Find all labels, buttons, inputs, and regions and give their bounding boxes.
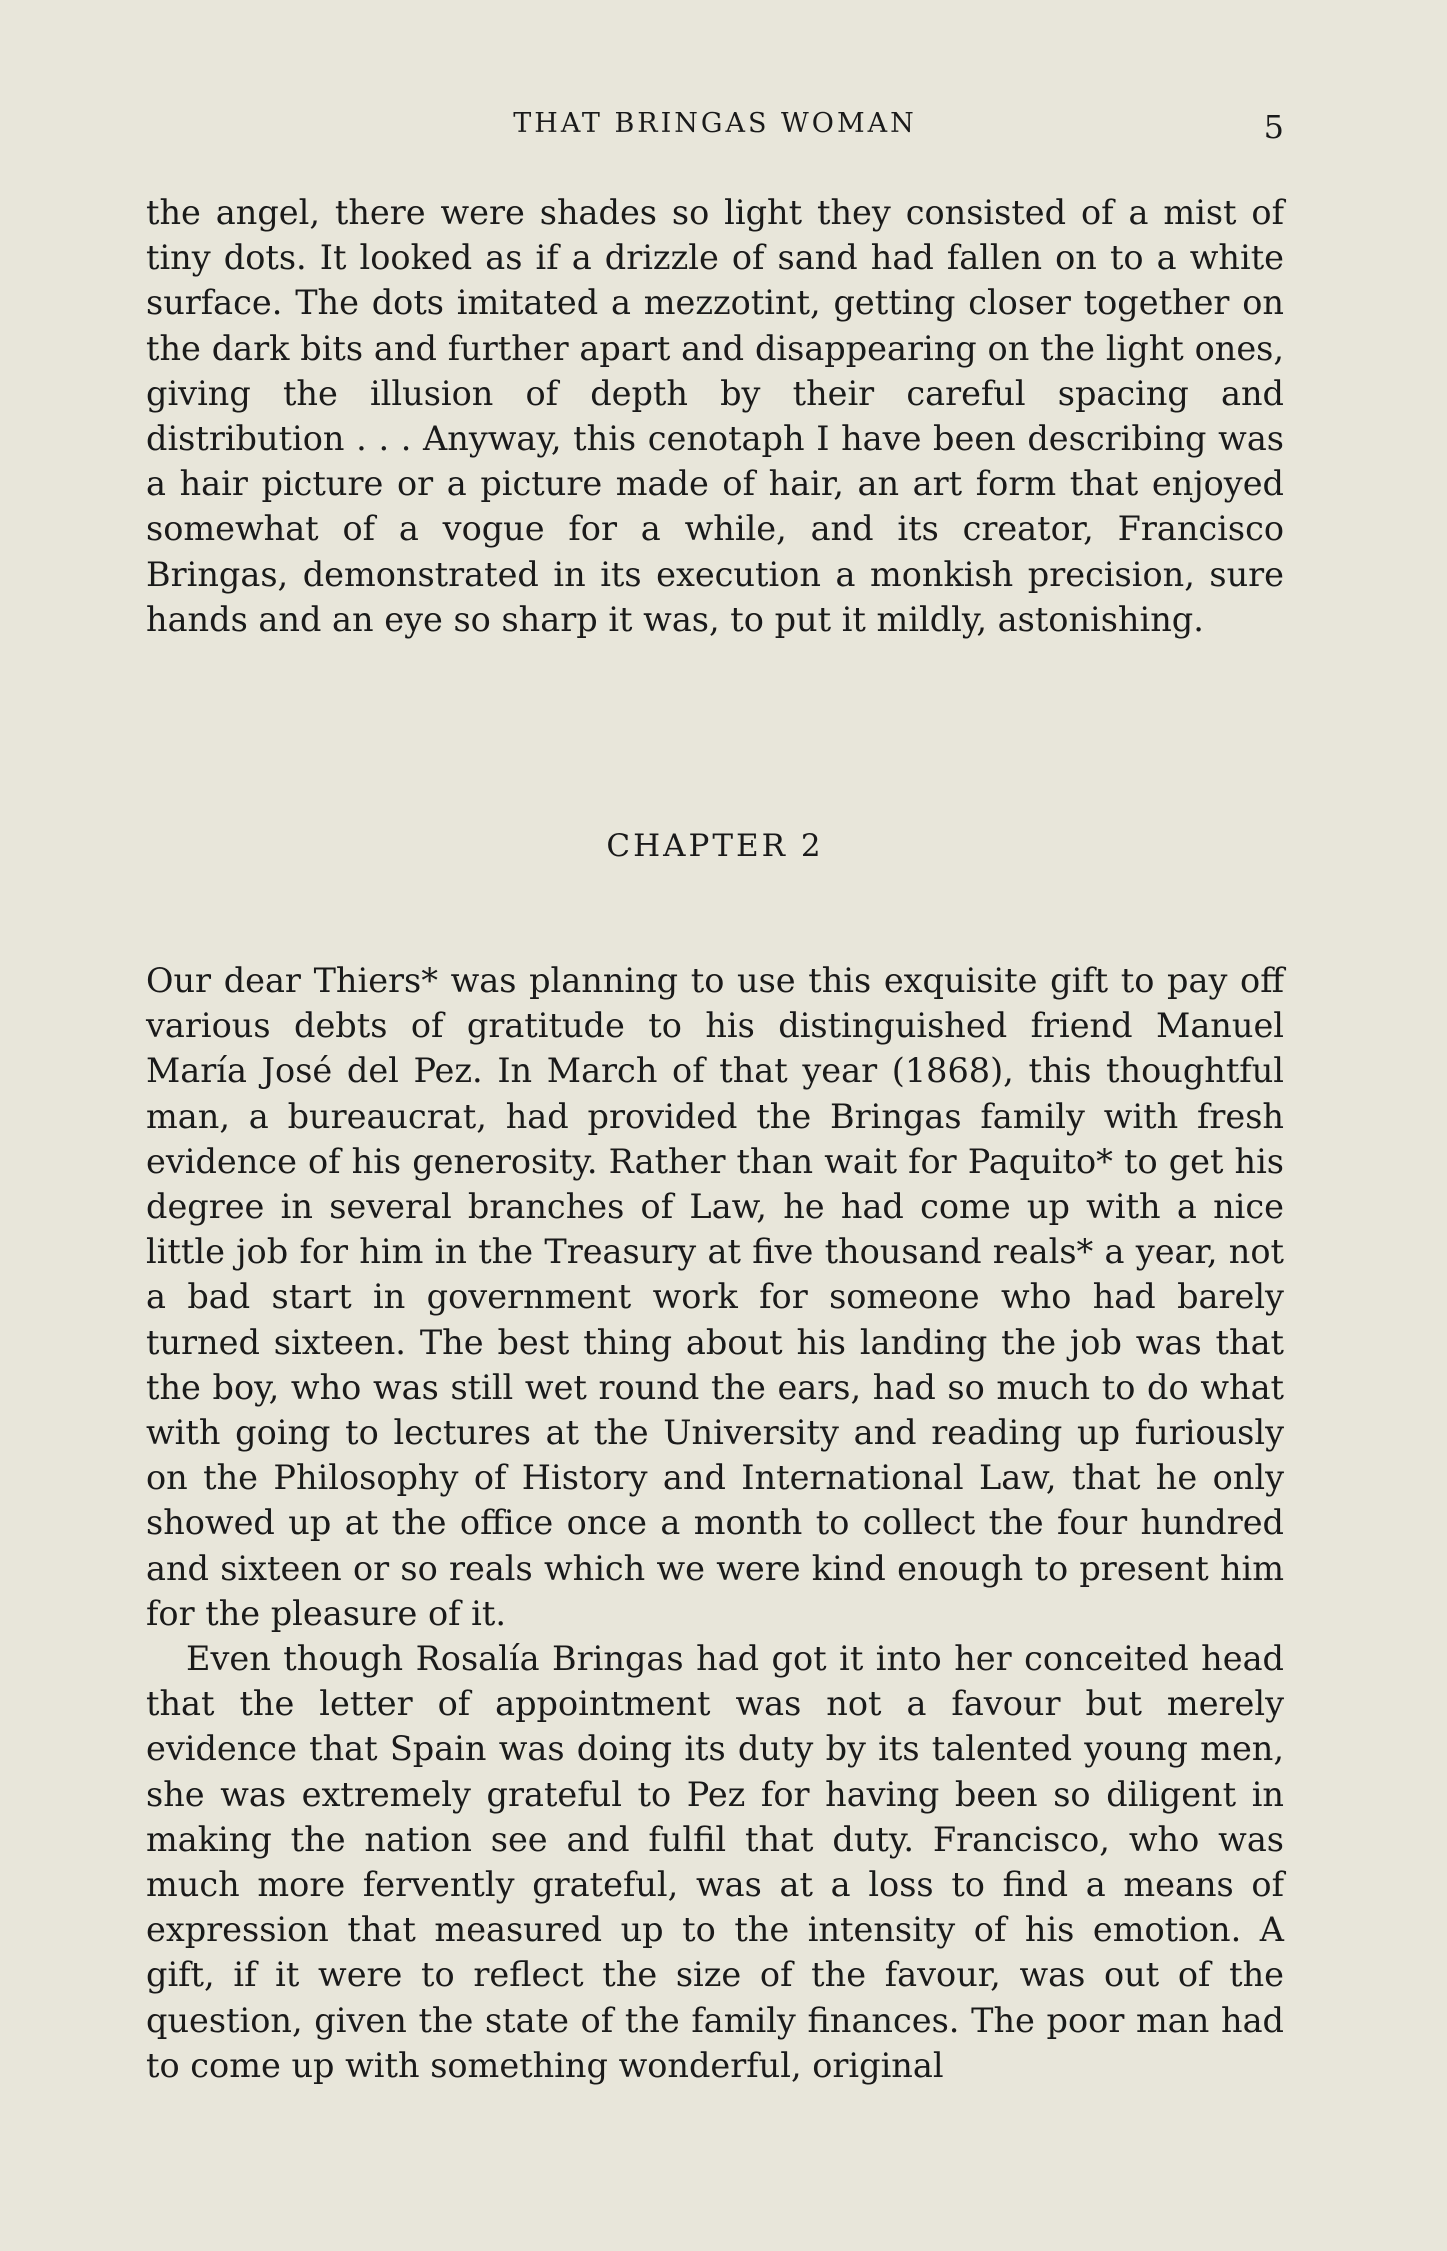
page-number: 5 [1263,108,1284,146]
continued-paragraph-block [146,190,1284,642]
chapter-body [146,958,1284,2088]
running-head [146,108,1284,148]
running-title: THAT BRINGAS WOMAN [513,108,917,139]
chapter-paragraph-1: Our dear Thiers* was planning to use this exquisite gift to pay off various debts of gratitude to his distinguished friend Manuel María José del Pez. In March of that year (1868), this thoughtful man, a bureaucrat, had provided the Bringas family with fresh evidence of his generosity. Rather than wait for Paquito* to get his degree in several branches of Law, he had come up with a nice little job for him in the Treasury at five thousand reals* a year, not a bad start in government work for someone who had barely turned sixteen. The best thing about his landing the job was that the boy, who was still wet round the ears, had so much to do what with going to lectures at the University and reading up furiously on the Philosophy of History and International Law, that he only showed up at the office once a month to collect the four hundred and sixteen or so reals which we were kind enough to present him for the pleasure of it. [146,961,1284,1633]
continued-paragraph: the angel, there were shades so light they consisted of a mist of tiny dots. It looked as if a drizzle of sand had fallen on to a white surface. The dots imitated a mezzotint, getting closer together on the dark bits and further apart and disappearing on the light ones, giving the illusion of depth by their careful spacing and distribution . . . Anyway, this cenotaph I have been describing was a hair picture or a picture made of hair, an art form that enjoyed somewhat of a vogue for a while, and its creator, Francisco Bringas, demonstrated in its execution a monkish precision, sure hands and an eye so sharp it was, to put it mildly, astonishing. [146,193,1284,639]
chapter-heading: CHAPTER 2 [606,828,824,864]
chapter-paragraph-2: Even though Rosalía Bringas had got it into her conceited head that the letter of appointment was not a favour but merely evidence that Spain was doing its duty by its talented young men, she was extremely grateful to Pez for having been so diligent in making the nation see and fulfil that duty. Francisco, who was much more fervently grateful, was at a loss to find a means of expression that measured up to the intensity of his emotion. A gift, if it were to reflect the size of the favour, was out of the question, given the state of the family finances. The poor man had to come up with something wonderful, original [146,1639,1284,2085]
